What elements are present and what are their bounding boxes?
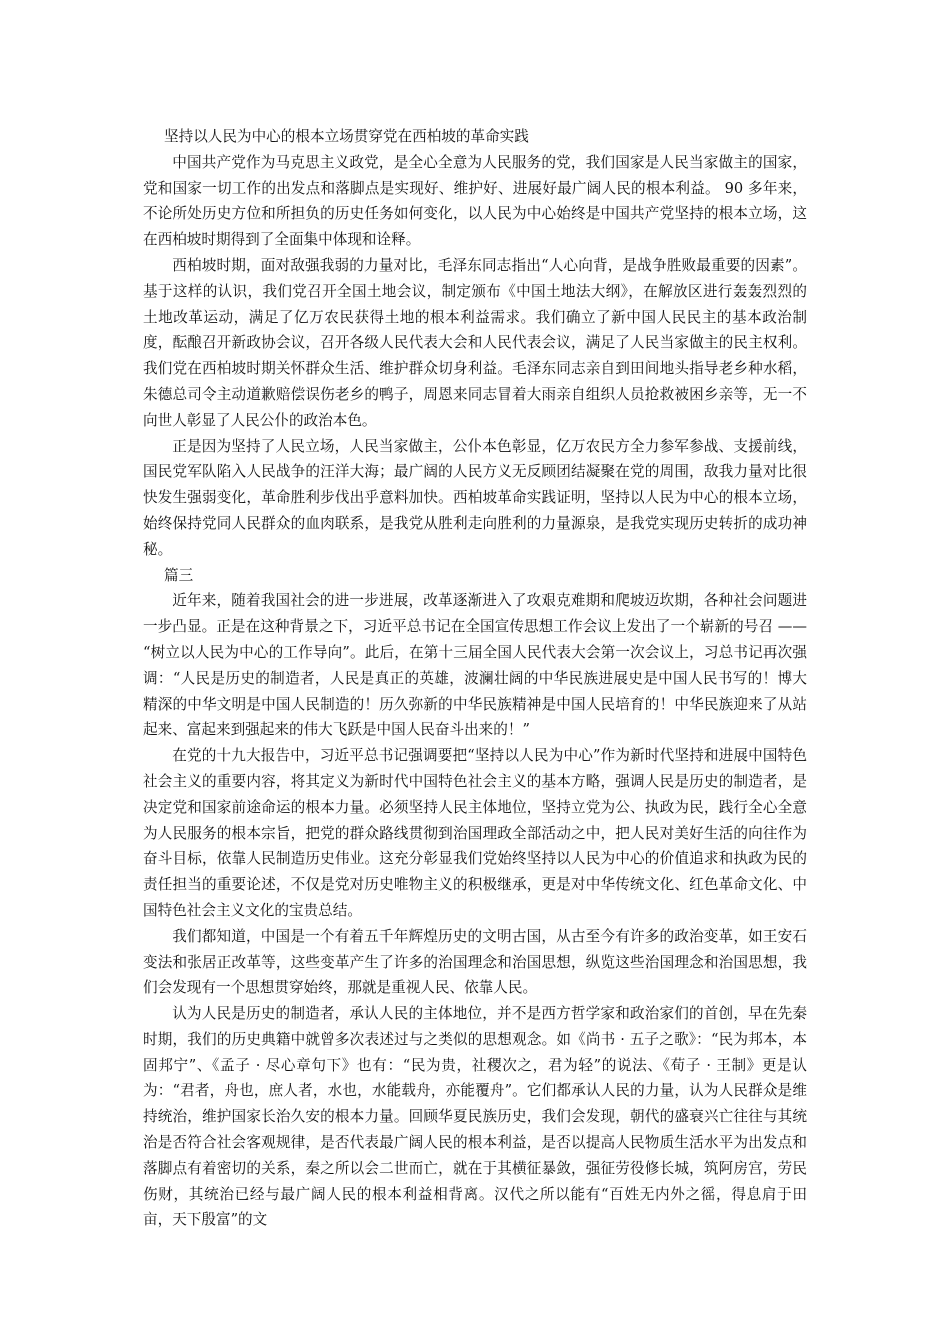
paragraph: 认为人民是历史的制造者，承认人民的主体地位，并不是西方哲学家和政治家们的首创，早在先秦时期，我们的历史典籍中就曾多次表述过与之类似的思想观念。如《尚书 · 五子之歌》：“民为邦本，本固邦宁”、《孟子 · 尽心章句下》也有：“民为贵，社稷次之，君为轻”的说法、《荀子 · 王制》更是认为：“君者，舟也，庶人者，水也，水能载舟，亦能覆舟”。它们都承认人民的力量，认为人民群众是维持统治，维护国家长治久安的根本力量。回顾华夏民族历史，我们会发现，朝代的盛衰兴亡往往与其统治是否符合社会客观规律，是否代表最广阔人民的根本利益，是否以提高人民物质生活水平为出发点和落脚点有着密切的关系，秦之所以会二世而亡，就在于其横征暴敛，强征劳役修长城，筑阿房宫，劳民伤财，其统治已经与最广阔人民的根本利益相背离。汉代之所以能有“百姓无内外之徭，得息肩于田亩，天下殷富”的文 [143, 1005, 807, 1229]
section-heading: 坚持以人民为中心的根本立场贯穿党在西柏坡的革命实践 [164, 128, 529, 145]
paragraph: 中国共产党作为马克思主义政党，是全心全意为人民服务的党，我们国家是人民当家做主的国家，党和国家一切工作的出发点和落脚点是实现好、维护好、进展好最广阔人民的根本利益。 90 多年来，不论所处历史方位和所担负的历史任务如何变化，以人民为中心始终是中国共产党坚持的根本立场，这在西柏坡时期得到了全面集中体现和诠释。 [143, 153, 807, 249]
paragraph: 近年来，随着我国社会的进一步进展，改革逐渐进入了攻艰克难期和爬坡迈坎期，各种社会问题进一步凸显。正是在这种背景之下，习近平总书记在全国宣传思想工作会议上发出了一个崭新的号召 —— “树立以人民为中心的工作导向”。此后，在第十三届全国人民代表大会第一次会议上，习总书记再次强调：“人民是历史的制造者，人民是真正的英雄，波澜壮阔的中华民族进展史是中国人民书写的！博大精深的中华文明是中国人民制造的！历久弥新的中华民族精神是中国人民培育的！中华民族迎来了从站起来、富起来到强起来的伟大飞跃是中国人民奋斗出来的！” [143, 592, 807, 739]
paragraph: 正是因为坚持了人民立场，人民当家做主，公仆本色彰显，亿万农民方全力参军参战、支援前线，国民党军队陷入人民战争的汪洋大海；最广阔的人民方义无反顾团结凝聚在党的周围，敌我力量对比很快发生强弱变化，革命胜利步伐出乎意料加快。西柏坡革命实践证明，坚持以人民为中心的根本立场，始终保持党同人民群众的血肉联系，是我党从胜利走向胜利的力量源泉，是我党实现历史转折的成功神秘。 [143, 437, 807, 558]
paragraph: 在党的十九大报告中，习近平总书记强调要把“坚持以人民为中心”作为新时代坚持和进展中国特色社会主义的重要内容，将其定义为新时代中国特色社会主义的基本方略，强调人民是历史的制造者，是决定党和国家前途命运的根本力量。必须坚持人民主体地位，坚持立党为公、执政为民，践行全心全意为人民服务的根本宗旨，把党的群众路线贯彻到治国理政全部活动之中，把人民对美好生活的向往作为奋斗目标，依靠人民制造历史伟业。这充分彰显我们党始终坚持以人民为中心的价值追求和执政为民的责任担当的重要论述，不仅是党对历史唯物主义的积极继承，更是对中华传统文化、红色革命文化、中国特色社会主义文化的宝贵总结。 [143, 747, 807, 919]
section-label: 篇三 [164, 566, 194, 584]
paragraph: 西柏坡时期，面对敌强我弱的力量对比，毛泽东同志指出“人心向背，是战争胜败最重要的因素”。基于这样的认识，我们党召开全国土地会议，制定颁布《中国土地法大纲》，在解放区进行轰轰烈烈的土地改革运动，满足了亿万农民获得土地的根本利益需求。我们确立了新中国人民民主的基本政治制度，酝酿召开新政协会议，召开各级人民代表大会和人民代表会议，满足了人民当家做主的民主权利。我们党在西柏坡时期关怀群众生活、维护群众切身利益。毛泽东同志亲自到田间地头指导老乡种水稻，朱德总司令主动道歉赔偿误伤老乡的鸭子，周恩来同志冒着大雨亲自组织人员抢救被困乡亲等，无一不向世人彰显了人民公仆的政治本色。 [143, 256, 807, 429]
document-body [143, 124, 807, 1233]
paragraph: 我们都知道，中国是一个有着五千年辉煌历史的文明古国，从古至今有许多的政治变革，如王安石变法和张居正改革等，这些变革产生了许多的治国理念和治国思想，纵览这些治国理念和治国思想，我们会发现有一个思想贯穿始终，那就是重视人民、依靠人民。 [143, 927, 807, 997]
